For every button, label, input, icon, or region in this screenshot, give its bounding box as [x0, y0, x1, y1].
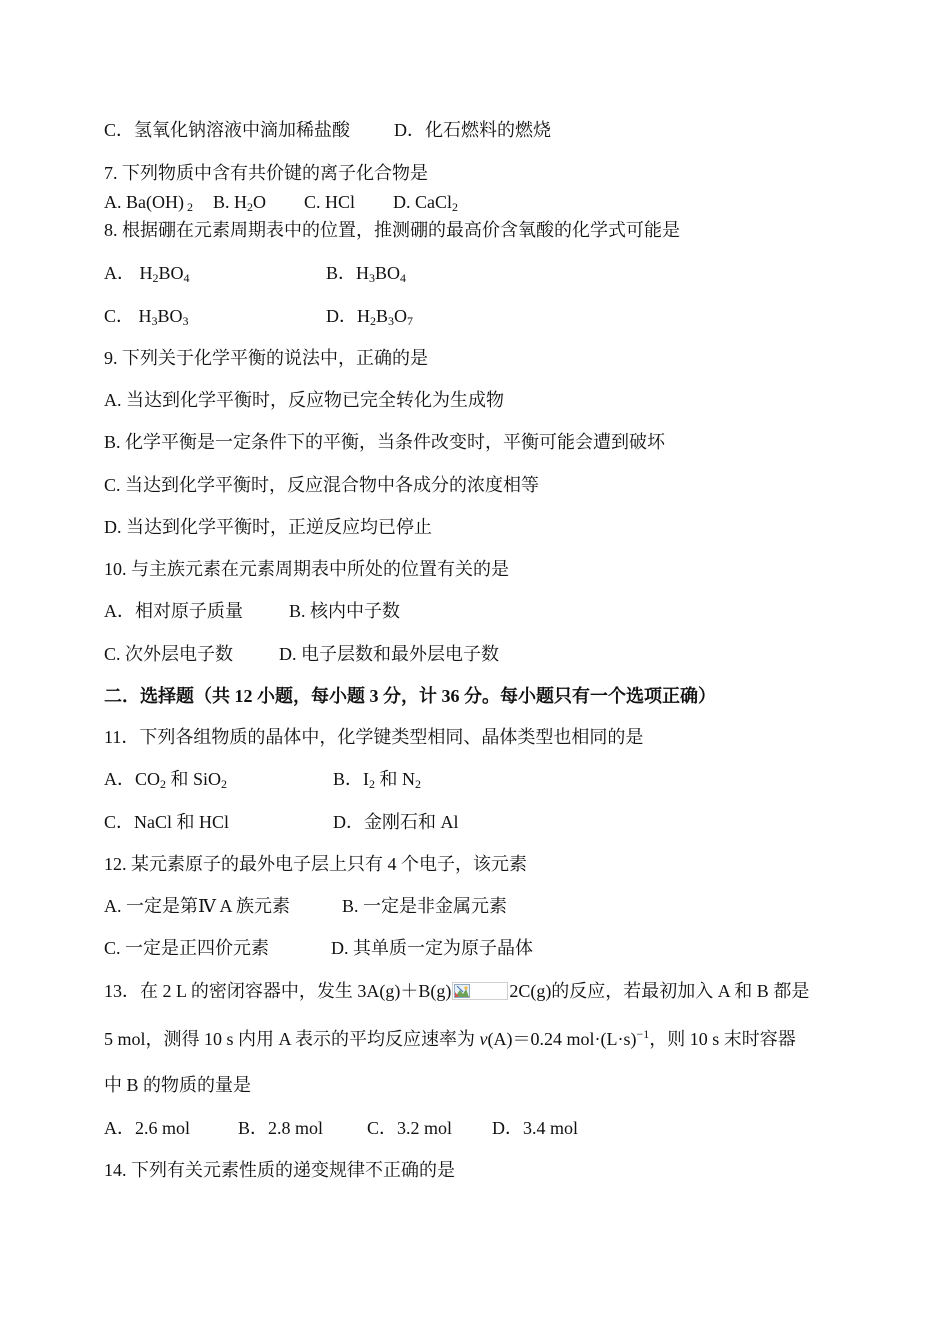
q13-stem-line-2: 5 mol，测得 10 s 内用 A 表示的平均反应速率为 v(A)＝0.24 $mol\cdot(L\cdot s)^{-1}$，则 10 s 末时容器: [104, 1027, 796, 1049]
q7-option-a: A. Ba(OH) $_2$: [104, 192, 193, 214]
q12-options-ab: [104, 894, 507, 918]
q9-option-b: B. 化学平衡是一定条件下的平衡，当条件改变时，平衡可能会遭到破坏: [104, 432, 666, 452]
q8-option-c: C． $H_3BO_3$: [104, 306, 189, 328]
q11-option-c: C．NaCl 和 HCl: [104, 812, 230, 832]
q11-option-b: B．$I_2$ 和 $N_2$: [333, 769, 421, 791]
q12-option-a: A. 一定是第Ⅳ A 族元素: [104, 896, 290, 916]
q13-option-b: B．2.8 mol: [238, 1118, 324, 1138]
q8-stem: 8. 根据硼在元素周期表中的位置，推测硼的最高价含氧酸的化学式可能是: [104, 220, 680, 240]
q8-option-d: D．$H_2B_3O_7$: [326, 306, 414, 328]
q11-options-ab: [104, 767, 421, 791]
q9-option-c: C. 当达到化学平衡时，反应混合物中各成分的浓度相等: [104, 475, 540, 495]
q14-stem: 14. 下列有关元素性质的递变规律不正确的是: [104, 1160, 455, 1180]
q12-option-b: B. 一定是非金属元素: [342, 896, 508, 916]
q7-option-d: D. CaCl$_2$: [393, 192, 459, 214]
q6-option-c: C．氢氧化钠溶液中滴加稀盐酸: [104, 120, 351, 140]
q11-stem: 11．下列各组物质的晶体中，化学键类型相同、晶体类型也相同的是: [104, 727, 644, 747]
q7-options: [104, 190, 458, 216]
equilibrium-arrow-image: [452, 982, 508, 1000]
q10-option-b: B. 核内中子数: [289, 601, 401, 621]
q13-option-d: D．3.4 mol: [492, 1118, 579, 1138]
q12-option-d: D. 其单质一定为原子晶体: [331, 938, 534, 958]
q8-options-cd: [104, 304, 413, 328]
q12-options-cd: [104, 936, 533, 960]
q8-option-a: A． $H_2BO_4$: [104, 263, 190, 285]
q13-options: [104, 1116, 578, 1140]
q11-option-a: A．$CO_2$ 和 SiO$_2$: [104, 769, 228, 791]
broken-image-icon: [454, 984, 470, 998]
q10-stem: 10. 与主族元素在元素周期表中所处的位置有关的是: [104, 559, 509, 579]
q7-stem: 7. 下列物质中含有共价键的离子化合物是: [104, 163, 428, 183]
q9-option-a: A. 当达到化学平衡时，反应物已完全转化为生成物: [104, 390, 504, 410]
q13-stem-line-3: 中 B 的物质的量是: [104, 1075, 252, 1095]
q12-stem: 12. 某元素原子的最外电子层上只有 4 个电子，该元素: [104, 854, 527, 874]
q9-option-d: D. 当达到化学平衡时，正逆反应均已停止: [104, 517, 432, 537]
q9-stem: 9. 下列关于化学平衡的说法中，正确的是: [104, 348, 428, 368]
q6-options-cd: [104, 118, 551, 142]
q11-options-cd: [104, 810, 459, 834]
q13-stem-line-1: 13．在 2 L 的密闭容器中，发生 3A(g)＋B(g) 2C(g)的反应，若最初加入 A 和 B 都是: [104, 981, 810, 1001]
q12-option-c: C. 一定是正四价元素: [104, 938, 270, 958]
q10-options-ab: [104, 599, 400, 623]
q10-option-a: A．相对原子质量: [104, 601, 243, 621]
q6-option-d: D．化石燃料的燃烧: [394, 120, 552, 140]
q13-option-c: C．3.2 mol: [367, 1118, 453, 1138]
q10-option-c: C. 次外层电子数: [104, 644, 234, 664]
q7-option-c: C. HCl: [304, 192, 356, 212]
section-2-heading: 二．选择题（共 12 小题，每小题 3 分，计 36 分。每小题只有一个选项正确）: [104, 686, 716, 706]
q10-option-d: D. 电子层数和最外层电子数: [279, 644, 500, 664]
q8-option-b: B．$H_3BO_4$: [326, 263, 407, 285]
q7-option-b: B. $H_2O$: [212, 192, 266, 214]
q10-options-cd: [104, 642, 499, 666]
q11-option-d: D．金刚石和 Al: [333, 812, 459, 832]
q13-option-a: A．2.6 mol: [104, 1118, 191, 1138]
q8-options-ab: [104, 261, 406, 285]
